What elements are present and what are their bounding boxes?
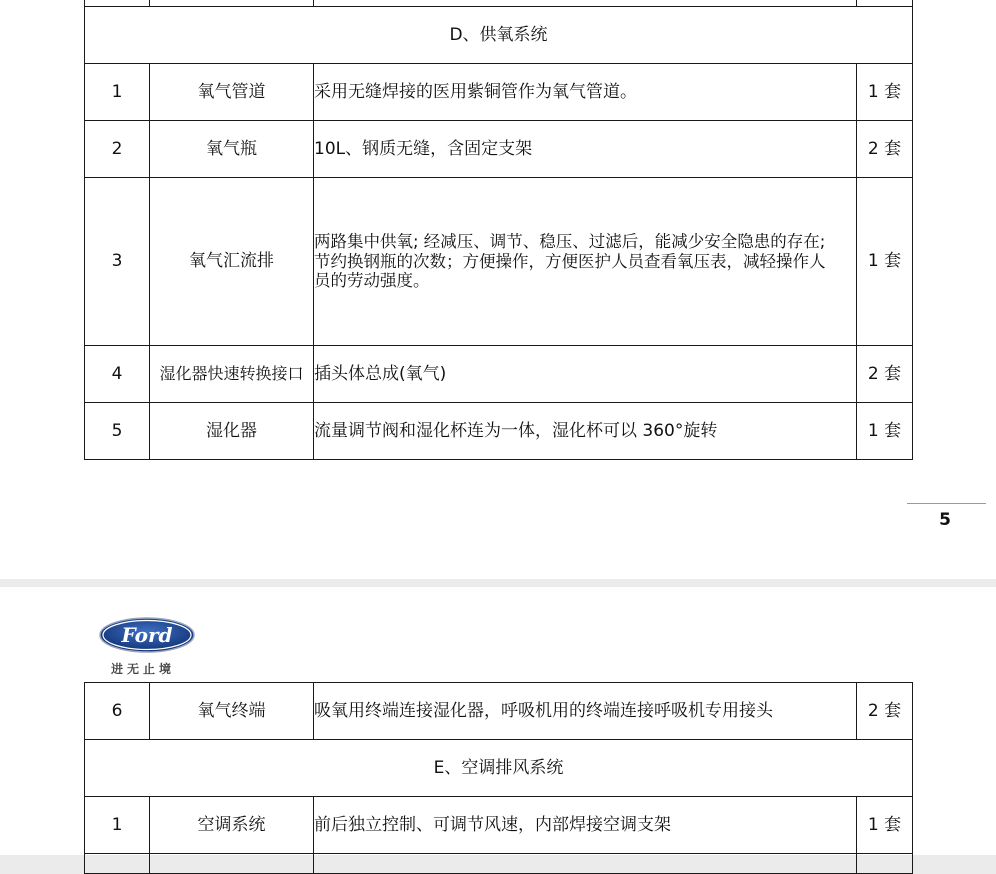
section-title-d: D、供氧系统 [85,7,913,64]
ford-logo [98,616,196,658]
description-line: 员的劳动强度。 [314,271,430,291]
spec-table-section-e [84,682,913,874]
footer-divider [907,503,986,504]
section-header-row [85,7,913,64]
table-row [85,178,913,346]
table-row [85,797,913,854]
item-quantity: 2 套 [857,121,913,178]
item-quantity: 1 套 [857,403,913,460]
table-cell [857,854,913,874]
item-number: 4 [85,346,150,403]
item-name: 空调系统 [150,797,314,854]
item-name: 氧气瓶 [150,121,314,178]
ford-oval-icon [98,616,196,654]
item-name: 氧气汇流排 [150,178,314,346]
table-cell [314,854,857,874]
item-number: 2 [85,121,150,178]
item-quantity: 1 套 [857,178,913,346]
item-name: 氧气管道 [150,64,314,121]
item-description: 插头体总成(氧气) [314,346,857,403]
page-number: 5 [939,510,951,530]
item-quantity: 2 套 [857,346,913,403]
item-name: 湿化器 [150,403,314,460]
table-row [85,121,913,178]
item-description: 10L、钢质无缝，含固定支架 [314,121,857,178]
table-row [85,64,913,121]
table-row [85,403,913,460]
logo-tagline: 进无止境 [111,662,176,676]
description-line: 节约换钢瓶的次数；方便操作，方便医护人员查看氧压表，减轻操作人 [314,251,826,271]
item-description: 采用无缝焊接的医用紫铜管作为氧气管道。 [314,64,857,121]
item-number: 5 [85,403,150,460]
item-name: 湿化器快速转换接口 [150,346,314,403]
item-description: 前后独立控制、可调节风速，内部焊接空调支架 [314,797,857,854]
table-row-next-cutoff [85,854,913,874]
table-row [85,683,913,740]
ford-brand-text: Ford [121,623,173,647]
item-name: 氧气终端 [150,683,314,740]
table-cell [85,854,150,874]
item-quantity: 2 套 [857,683,913,740]
item-number: 1 [85,797,150,854]
item-quantity: 1 套 [857,797,913,854]
description-line: 两路集中供氧; 经减压、调节、稳压、过滤后，能减少安全隐患的存在; [314,231,826,251]
item-quantity: 1 套 [857,64,913,121]
item-number: 6 [85,683,150,740]
item-number: 3 [85,178,150,346]
item-number: 1 [85,64,150,121]
item-description: 吸氧用终端连接湿化器，呼吸机用的终端连接呼吸机专用接头 [314,683,857,740]
table-row [85,346,913,403]
spec-table-section-d [84,0,913,460]
item-description [314,178,857,346]
section-header-row [85,740,913,797]
document-page-6 [0,587,996,855]
table-cell [150,854,314,874]
item-description: 流量调节阀和湿化杯连为一体，湿化杯可以 360°旋转 [314,403,857,460]
section-title-e: E、空调排风系统 [85,740,913,797]
